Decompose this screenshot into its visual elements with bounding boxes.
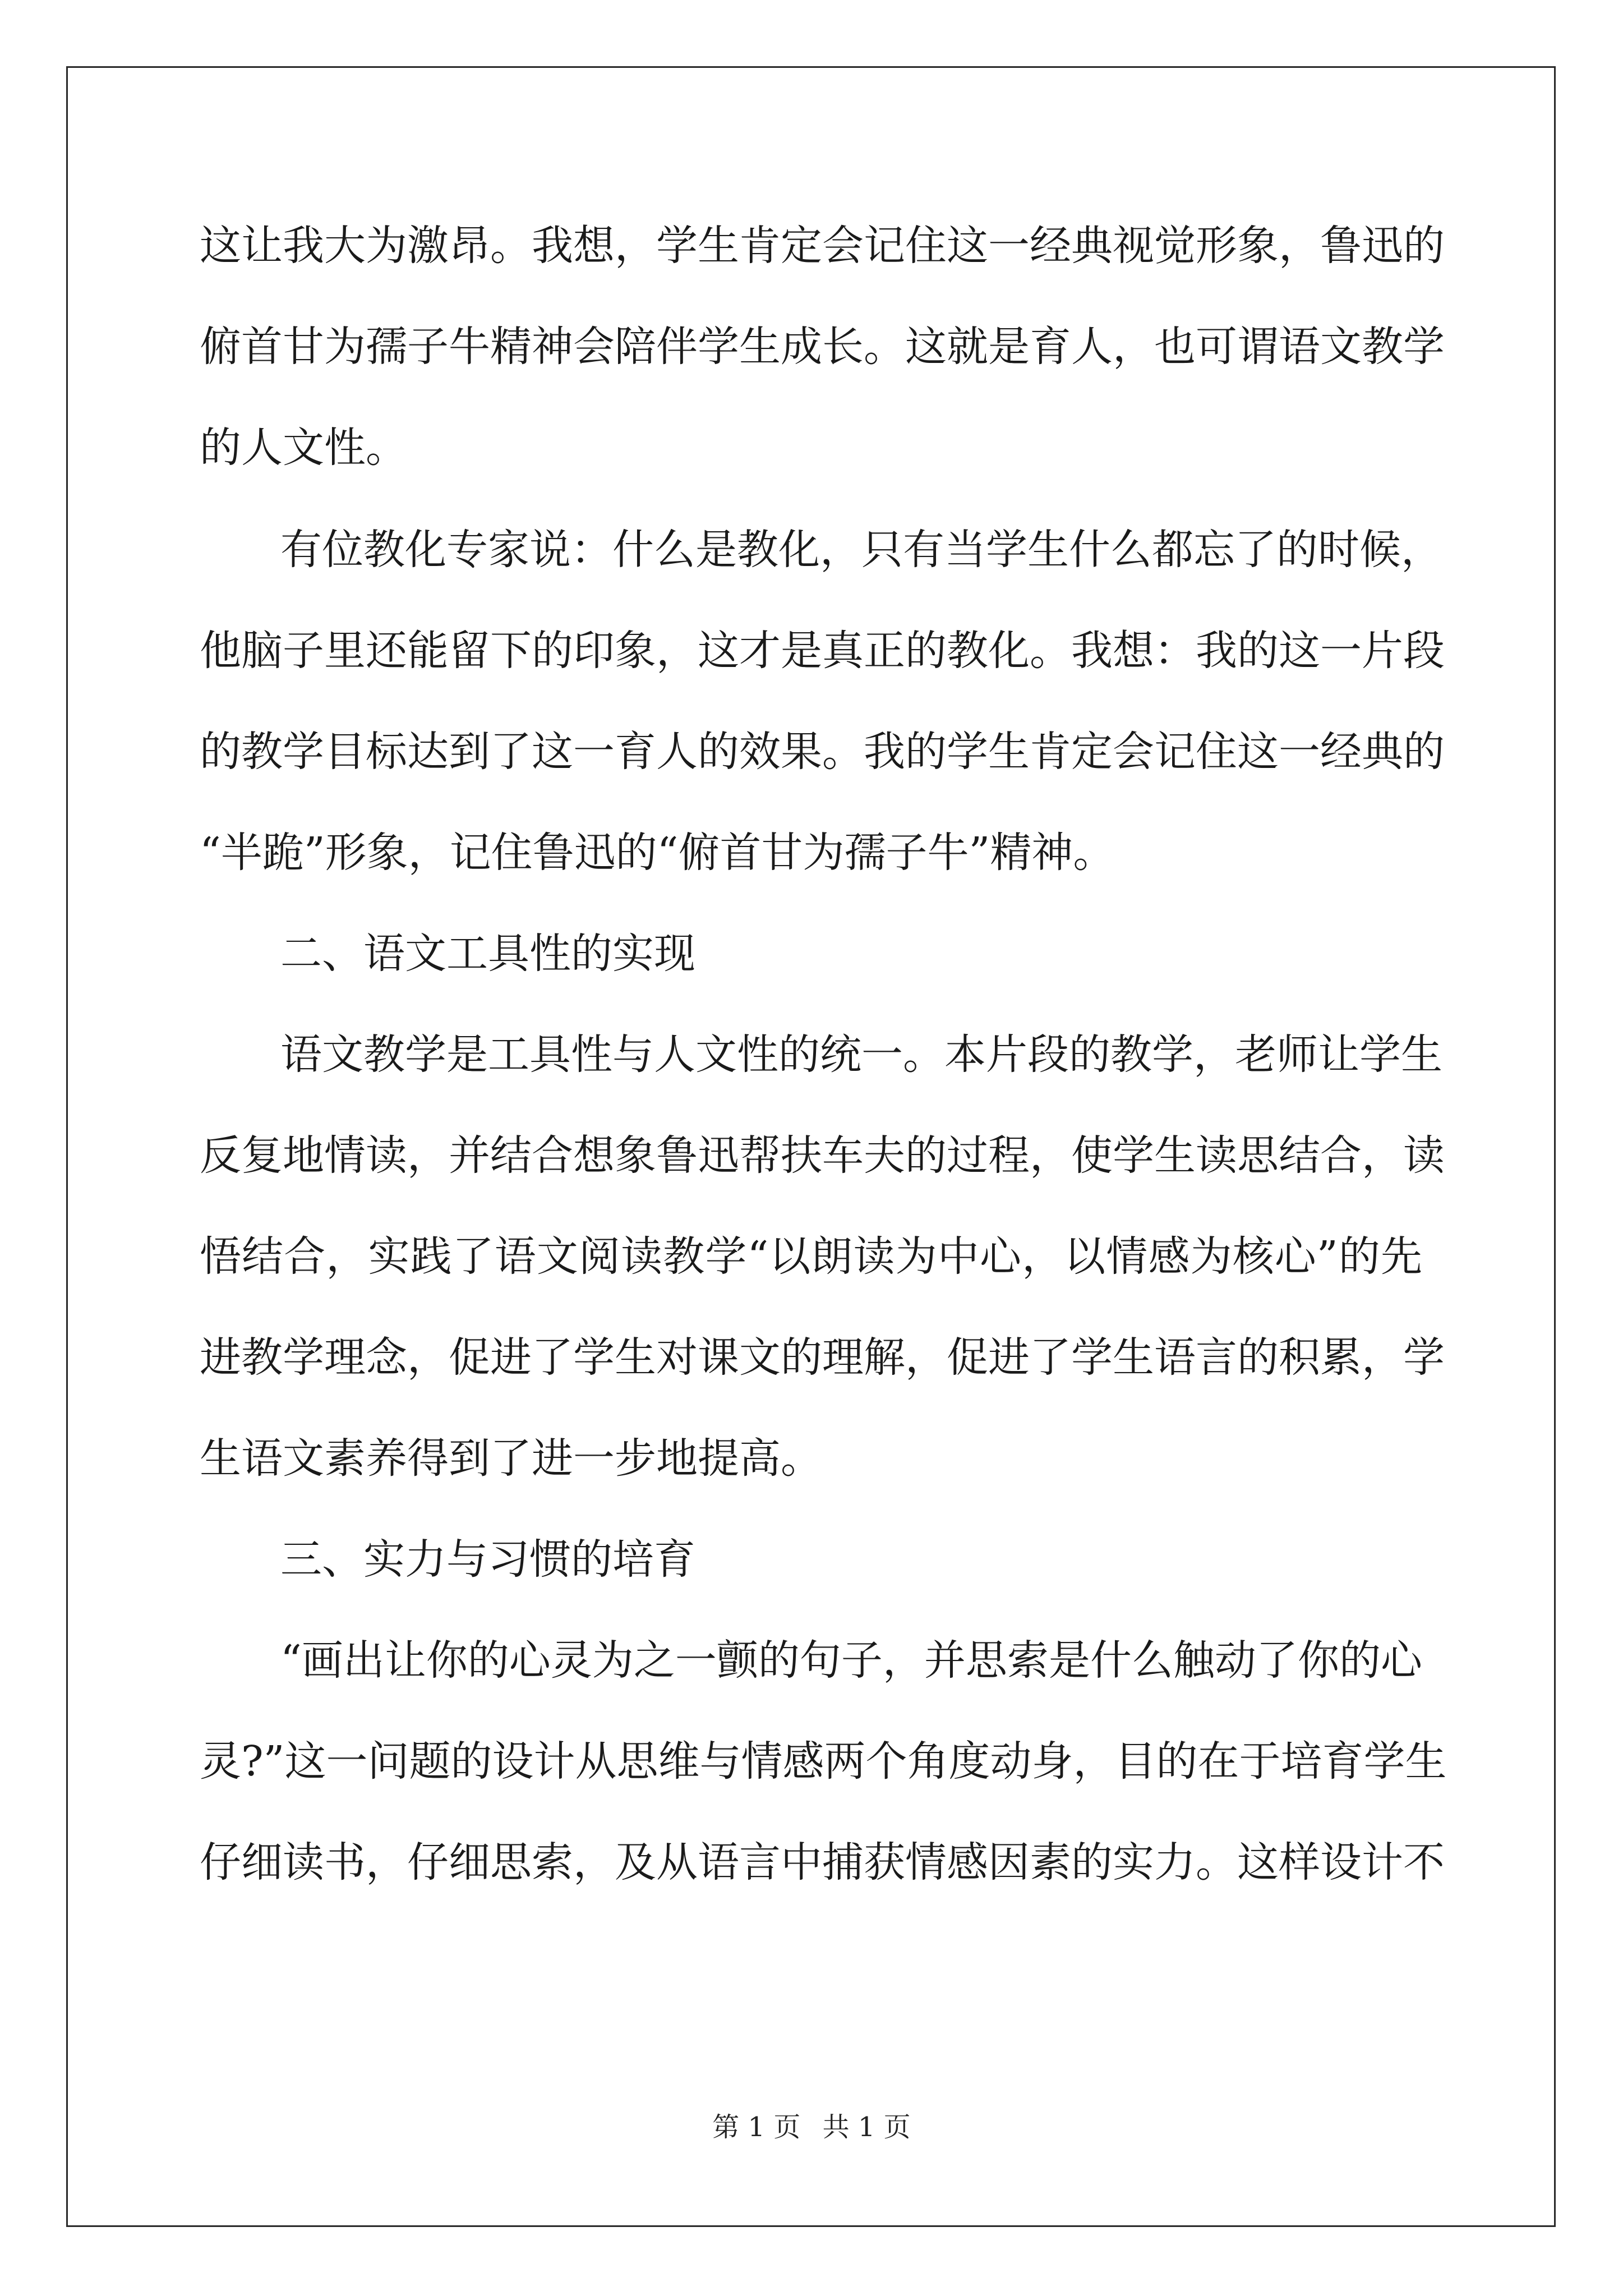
text-line: 悟结合，实践了语文阅读教学“以朗读为中心，以情感为核心”的先	[200, 1232, 1422, 1281]
text-line: 的人文性。	[200, 424, 407, 472]
text-line: 他脑子里还能留下的印象，这才是真正的教化。我想：我的这一片段	[200, 627, 1445, 675]
text-line: 的教学目标达到了这一育人的效果。我的学生肯定会记住这一经典的	[200, 728, 1445, 776]
text-line: 反复地情读，并结合想象鲁迅帮扶车夫的过程，使学生读思结合，读	[200, 1131, 1445, 1180]
text-line: 语文教学是工具性与人文性的统一。本片段的教学，老师让学生	[280, 1030, 1442, 1079]
text-line: 有位教化专家说：什么是教化，只有当学生什么都忘了的时候，	[280, 526, 1442, 574]
section-heading: 二、语文工具性的实现	[280, 930, 695, 978]
text-line: 仔细读书，仔细思索，及从语言中捕获情感因素的实力。这样设计不	[200, 1838, 1445, 1887]
text-line: 灵?”这一问题的设计从思维与情感两个角度动身，目的在于培育学生	[200, 1737, 1447, 1786]
text-line: “半跪”形象，记住鲁迅的“俯首甘为孺子牛”精神。	[200, 829, 1115, 877]
page-total: 共 1 页	[822, 2111, 911, 2143]
text-line: 进教学理念，促进了学生对课文的理解，促进了学生语言的积累，学	[200, 1333, 1445, 1382]
page-number: 第 1 页	[712, 2111, 801, 2143]
text-line: “画出让你的心灵为之一颤的句子，并思索是什么触动了你的心	[280, 1636, 1422, 1685]
text-line: 生语文素养得到了进一步地提高。	[200, 1434, 822, 1483]
text-line: 这让我大为激昂。我想，学生肯定会记住这一经典视觉形象，鲁迅的	[200, 222, 1445, 270]
text-line: 俯首甘为孺子牛精神会陪伴学生成长。这就是育人，也可谓语文教学	[200, 323, 1445, 371]
section-heading: 三、实力与习惯的培育	[280, 1535, 695, 1584]
page-footer	[0, 2110, 1623, 2144]
